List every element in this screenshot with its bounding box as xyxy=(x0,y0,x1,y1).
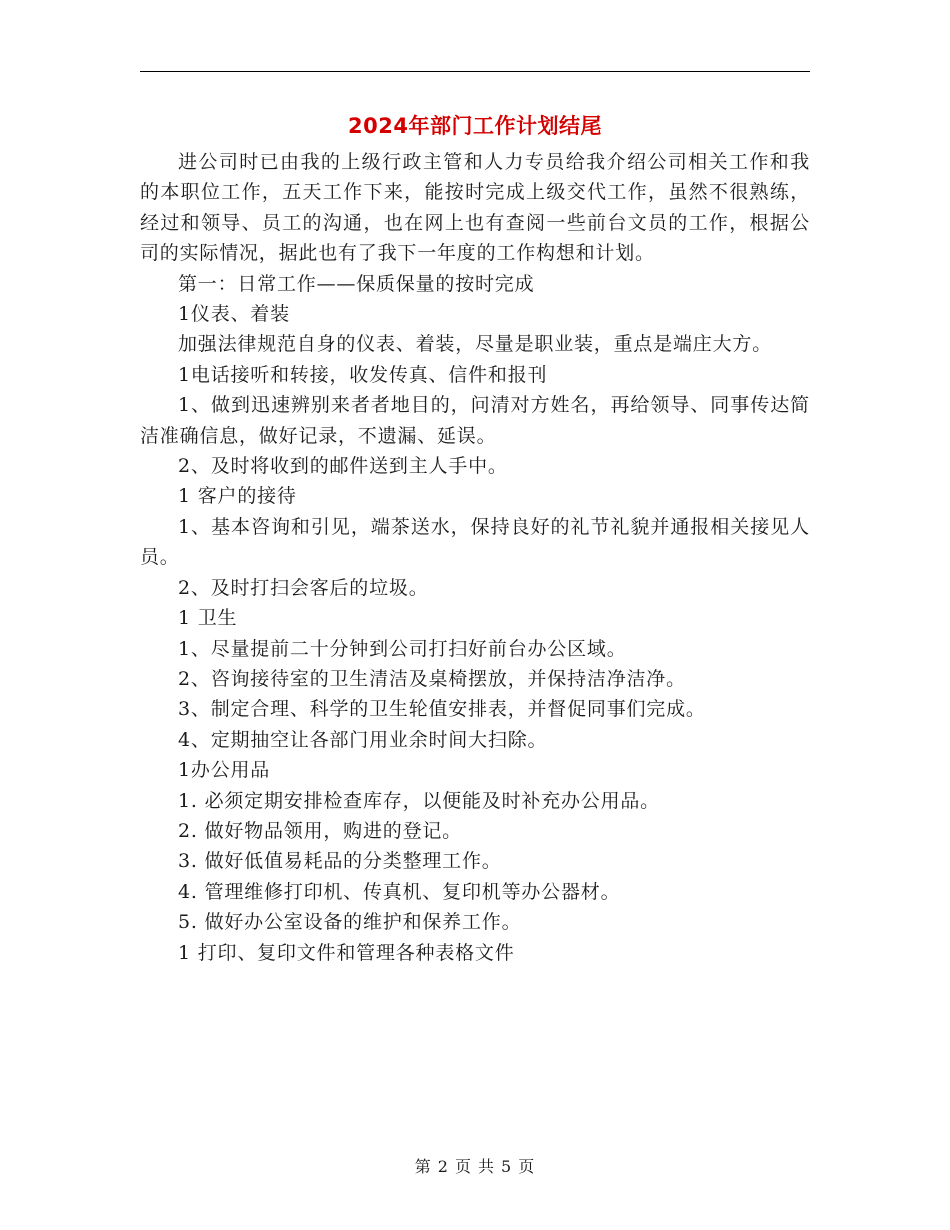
paragraph: 4. 管理维修打印机、传真机、复印机等办公器材。 xyxy=(178,880,621,903)
paragraph: 2、及时打扫会客后的垃圾。 xyxy=(178,576,429,599)
document-body xyxy=(140,147,810,968)
paragraph: 4、定期抽空让各部门用业余时间大扫除。 xyxy=(178,728,548,751)
paragraph: 1、做到迅速辨别来者者地目的，问清对方姓名，再给领导、同事传达简洁准确信息，做好记录，不遗漏、延误。 xyxy=(140,394,810,447)
footer-suffix: 页 xyxy=(518,1157,536,1176)
paragraph: 1仪表、着装 xyxy=(178,303,290,326)
footer-page-number: 2 xyxy=(437,1157,449,1176)
paragraph: 1. 必须定期安排检查库存，以便能及时补充办公用品。 xyxy=(178,789,660,812)
paragraph: 3、制定合理、科学的卫生轮值安排表，并督促同事们完成。 xyxy=(178,698,706,721)
paragraph: 2. 做好物品领用，购进的登记。 xyxy=(178,819,462,842)
page-footer xyxy=(140,1154,810,1177)
paragraph: 1电话接听和转接，收发传真、信件和报刊 xyxy=(178,363,548,386)
paragraph: 1 打印、复印文件和管理各种表格文件 xyxy=(178,941,515,964)
paragraph: 1办公用品 xyxy=(178,759,271,782)
paragraph: 第一：日常工作——保质保量的按时完成 xyxy=(178,272,535,295)
paragraph: 5. 做好办公室设备的维护和保养工作。 xyxy=(178,911,522,934)
paragraph: 2、及时将收到的邮件送到主人手中。 xyxy=(178,455,508,478)
paragraph: 2、咨询接待室的卫生清洁及桌椅摆放，并保持洁净洁净。 xyxy=(178,667,686,690)
paragraph: 进公司时已由我的上级行政主管和人力专员给我介绍公司相关工作和我的本职位工作，五天工作下来，能按时完成上级交代工作，虽然不很熟练，经过和领导、员工的沟通，也在网上也有查阅一些前台文员的工作，根据公司的实际情况，据此也有了我下一年度的工作构想和计划。 xyxy=(140,151,810,265)
paragraph: 1 卫生 xyxy=(178,607,238,630)
paragraph: 1、尽量提前二十分钟到公司打扫好前台办公区域。 xyxy=(178,637,627,660)
paragraph: 1、基本咨询和引见，端茶送水，保持良好的礼节礼貌并通报相关接见人员。 xyxy=(140,515,810,569)
header-rule xyxy=(140,71,810,72)
document-title: 2024年部门工作计划结尾 xyxy=(348,114,602,138)
paragraph: 3. 做好低值易耗品的分类整理工作。 xyxy=(178,850,502,873)
paragraph: 加强法律规范自身的仪表、着装，尽量是职业装，重点是端庄大方。 xyxy=(178,333,773,356)
footer-prefix: 第 xyxy=(414,1157,432,1176)
paragraph: 1 客户的接待 xyxy=(178,485,297,508)
footer-total-pages: 5 xyxy=(501,1157,513,1176)
footer-middle: 页 共 xyxy=(454,1157,496,1176)
